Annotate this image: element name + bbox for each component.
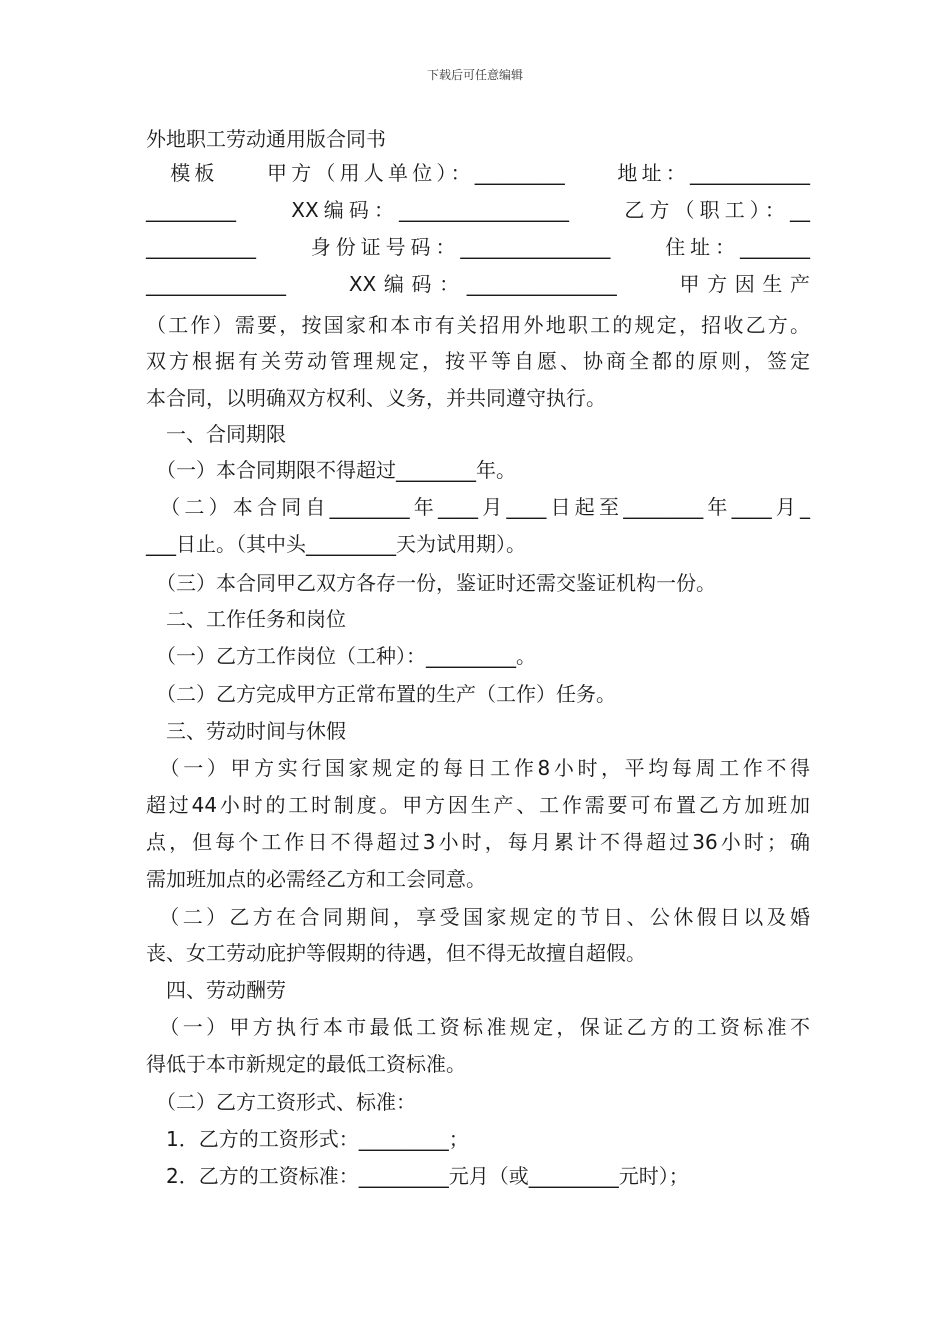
text-line: 模板 甲方（用人单位）：_________ 地址：____________ <box>146 161 810 185</box>
text-line: 超过44小时的工时制度。甲方因生产、工作需要可布置乙方加班加 <box>146 793 810 817</box>
section-heading: 二、工作任务和岗位 <box>146 607 346 631</box>
section-heading: 四、劳动酬劳 <box>146 978 286 1002</box>
section-heading: 一、合同期限 <box>146 422 286 446</box>
text-line: 需加班加点的必需经乙方和工会同意。 <box>146 867 486 891</box>
document-title: 外地职工劳动通用版合同书 <box>146 127 386 151</box>
text-line: （二）乙方完成甲方正常布置的生产（工作）任务。 <box>146 682 616 706</box>
text-line: 点，但每个工作日不得超过3小时，每月累计不得超过36小时；确 <box>146 830 810 854</box>
text-line: （二）乙方在合同期间，享受国家规定的节日、公休假日以及婚 <box>146 905 810 929</box>
text-line: 丧、女工劳动庇护等假期的待遇，但不得无故擅自超假。 <box>146 941 646 965</box>
list-item: 2．乙方的工资标准：_________元月（或_________元时）； <box>146 1164 689 1188</box>
text-line: 得低于本市新规定的最低工资标准。 <box>146 1052 466 1076</box>
text-line: ___________ 身份证号码：_______________ 住址：_______ <box>146 235 810 259</box>
text-line: （一）本合同期限不得超过________年。 <box>146 458 516 482</box>
text-line: （二）乙方工资形式、标准： <box>146 1090 416 1114</box>
text-line: ___日止。（其中头_________天为试用期）。 <box>146 532 526 556</box>
page-header: 下载后可任意编辑 <box>426 68 523 82</box>
text-line: ______________ XX编码：_______________ 甲方因生产 <box>146 272 810 296</box>
section-heading: 三、劳动时间与休假 <box>146 719 346 743</box>
text-line: _________ XX编码：_________________ 乙方（职工）：__ <box>146 198 810 222</box>
text-line: （三）本合同甲乙双方各存一份，鉴证时还需交鉴证机构一份。 <box>146 571 716 595</box>
text-line: （一）乙方工作岗位（工种）：_________。 <box>146 644 536 668</box>
text-line: （一）甲方实行国家规定的每日工作8小时，平均每周工作不得 <box>146 756 810 780</box>
text-line: 双方根据有关劳动管理规定，按平等自愿、协商全都的原则，签定 <box>146 349 810 373</box>
text-line: （工作）需要，按国家和本市有关招用外地职工的规定，招收乙方。 <box>146 313 810 337</box>
text-line: 本合同，以明确双方权利、义务，并共同遵守执行。 <box>146 386 606 410</box>
text-line: （二）本合同自________年____月____日起至________年____月_ <box>146 495 810 519</box>
text-line: （一）甲方执行本市最低工资标准规定，保证乙方的工资标准不 <box>146 1015 810 1039</box>
list-item: 1．乙方的工资形式：_________； <box>146 1127 469 1151</box>
